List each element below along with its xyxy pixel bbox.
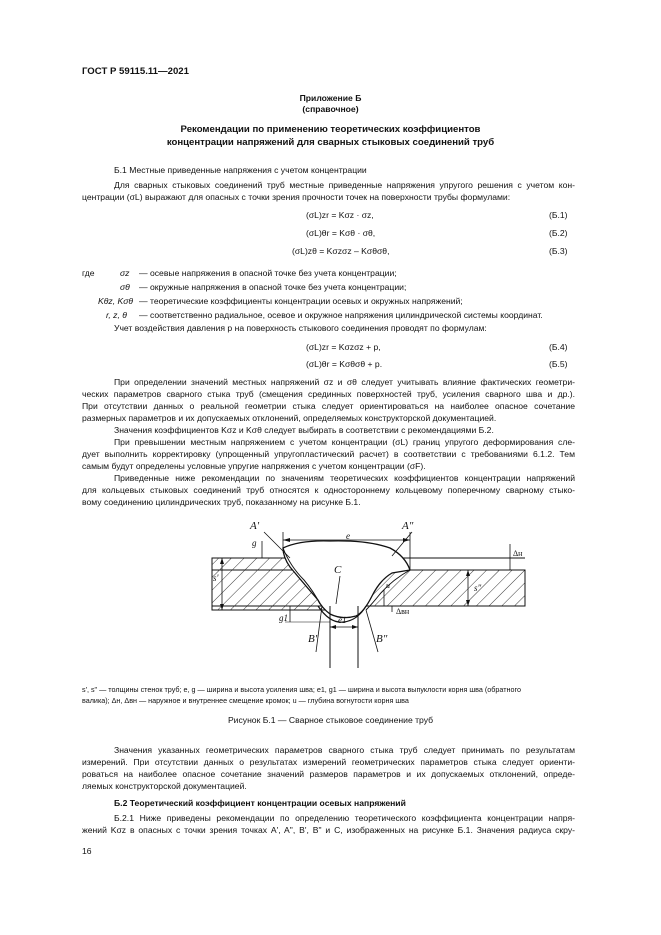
leader-b2 [366,610,378,652]
label-b1: B' [308,633,318,645]
p5-line3: самым будут определены условные упругие напряжения с учетом концентрации (σF). [82,461,426,471]
p8-line2: жений Kσz в опасных с точки зрения точках A', A", B', B" и C, изображенных на рисунке Б.1. Значения радиуса скру- [82,825,575,835]
label-b2: B" [376,633,388,645]
equation-b3-number: (Б.3) [549,246,568,256]
p7-line3: роваться на наиболее опасное сочетание значений размеров параметров и их допускаемых отклонений, опреде- [82,769,575,779]
def-symbol-sigma-theta: σθ [120,282,130,292]
where-word: где [82,268,95,278]
equation-b4-number: (Б.4) [549,342,568,352]
label-e1: e1 [338,615,347,625]
p3-line2: ческих параметров сварного стыка труб (смещения срединных поверхностей труб, усиления сварного шва и др.). [82,389,575,399]
section-title-line1: Рекомендации по применению теоретических коэффициентов [180,124,481,135]
def-text-rz: — соответственно радиальное, осевое и окружное напряжения цилиндрической системы координат. [139,310,543,320]
label-e: e [346,531,350,541]
p7-line1: Значения указанных геометрических параметров сварного стыка труб следует принимать по результатам [114,745,575,755]
p7-line2: измерений. При отсутствии данных о результатах измерений геометрических параметров стыка следует ориенти- [82,757,575,767]
leader-a1 [264,532,290,558]
standard-header: ГОСТ Р 59115.11—2021 [82,66,189,77]
label-a1: A' [250,520,260,532]
equation-b5-number: (Б.5) [549,359,568,369]
section-title-line2: концентрации напряжений для сварных стыковых соединений труб [166,137,495,148]
p3-line3: При отсутствии данных о реальной геометрии стыка следует ориентироваться на наиболее опасное сочетание [82,401,575,411]
appendix-kind: (справочное) [302,104,359,114]
p3-line1: При определении значений местных напряжений σz и σθ следует учитывать влияние фактических геометри- [114,377,575,387]
appendix-title: Приложение Б [299,93,362,103]
def-symbol-k: Kθz, Kσθ [98,296,134,306]
def-text-sigma-theta: — окружные напряжения в опасной точке без учета концентрации; [139,282,407,292]
p7-line4: ляемых конструкторской документацией. [82,781,247,791]
p8-line1: Б.2.1 Ниже приведены рекомендации по определению теоретического коэффициента концентрации напря- [114,813,575,823]
label-dn: Δн [513,549,523,558]
p5-line2: дует выполнить корректировку (упрощенный упругопластический расчет) в соответствии с требованиями 6.1.2. Тем [82,449,575,459]
leader-b1 [316,606,322,652]
label-a2: A" [402,520,414,532]
def-text-sigma-z: — осевые напряжения в опасной точке без учета концентрации; [139,268,397,278]
b1-heading: Б.1 Местные приведенные напряжения с учетом концентрации [114,165,367,175]
b2-heading: Б.2 Теоретический коэффициент концентрации осевых напряжений [114,798,406,808]
equation-b2-number: (Б.2) [549,228,568,238]
p2: Учет воздействия давления p на поверхность стыкового соединения проводят по формулам: [114,323,487,333]
p3-line4: размерных параметров и их допускаемых отклонений, определяемых конструкторской документацией. [82,413,497,423]
equation-b1-number: (Б.1) [549,210,568,220]
figure-legend-line2: валика); Δн, Δвн — наружное и внутреннее смещение кромок; u — глубина вогнутости корня шва [82,696,409,705]
p6-line2: для кольцевых стыковых соединений труб относятся к одностороннему кольцевому поперечному сварному стыко- [82,485,575,495]
p6-line1: Приведенные ниже рекомендации по значениям теоретических коэффициентов концентрации напряжений [114,473,575,483]
p6-line3: вому соединению цилиндрических труб, показанному на рисунке Б.1. [82,497,361,507]
def-text-k: — теоретические коэффициенты концентрации осевых и окружных напряжений; [139,296,463,306]
label-s1: s' [213,573,219,583]
figure-caption: Рисунок Б.1 — Сварное стыковое соединение труб [227,715,434,725]
p1-line2: центрации (σL) выражают для опасных с точки зрения прочности точек на поверхности трубы формулами: [82,192,511,202]
p1-line1: Для сварных стыковых соединений труб местные приведенные напряжения упругого решения с учетом кон- [114,180,575,190]
leader-a2 [392,532,412,556]
equation-b1: (σL)zr = Kσz · σz, [306,210,374,220]
label-dvn: Δвн [396,607,410,616]
equation-b2: (σL)θr = Kσθ · σθ, [306,228,376,238]
figure-legend-line1: s', s" — толщины стенок труб; e, g — ширина и высота усиления шва; e1, g1 — ширина и высота выпуклости корня шва (обратного [82,685,521,694]
def-symbol-rz: r, z, θ [106,310,127,320]
label-c: C [334,564,342,576]
equation-b4: (σL)zr = Kσzσz + p, [306,342,381,352]
label-g1: g1 [279,613,288,623]
p5-line1: При превышении местным напряжением с учетом концентрации (σL) границ упругого деформирования сле- [114,437,575,447]
equation-b3: (σL)zθ = Kσzσz – Kσθσθ, [292,246,390,256]
page-number: 16 [82,846,92,856]
label-u: u [386,581,390,590]
equation-b5: (σL)θr = Kσθσθ + p. [306,359,383,369]
label-s2: s" [474,583,482,593]
p4: Значения коэффициентов Kσz и Kσθ следует выбирать в соответствии с рекомендациями Б.2. [114,425,494,435]
label-g: g [252,538,257,548]
def-symbol-sigma-z: σz [120,268,130,278]
